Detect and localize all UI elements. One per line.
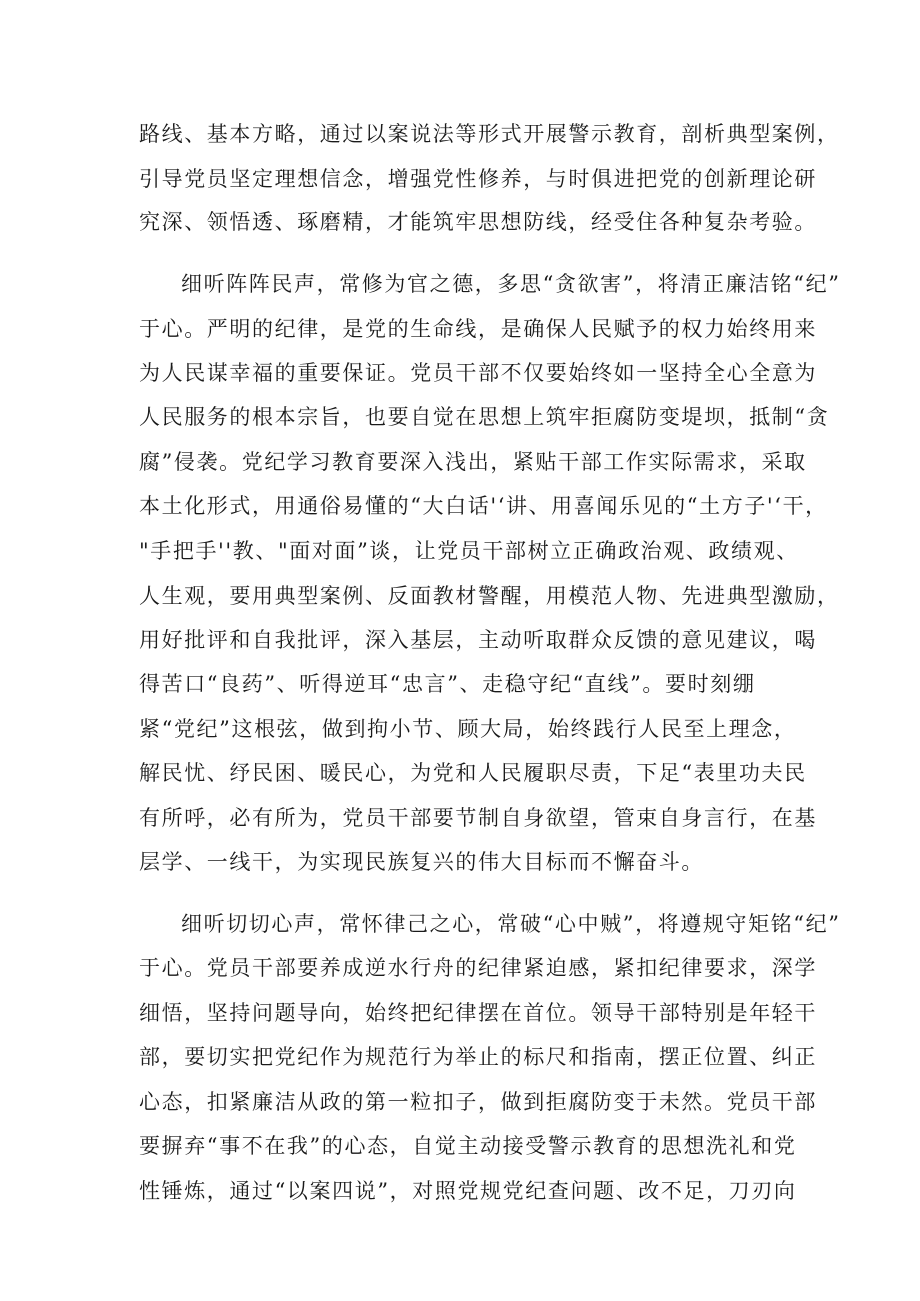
text-line: 引导党员坚定理想信念，增强党性修养，与时俱进把党的创新理论研 [139,167,817,191]
text-line: 人生观，要用典型案例、反面教材警醒，用模范人物、先进典型激励， [139,584,840,608]
text-line: 人民服务的根本宗旨，也要自觉在思想上筑牢拒腐防变堤坝，抵制“贪 [139,405,830,429]
text-line: 细悟，坚持问题导向，始终把纪律摆在首位。领导干部特别是年轻干 [139,1001,817,1025]
text-line: 本土化形式，用通俗易懂的“大白话'‘讲、用喜闻乐见的“土方子'‘干， [139,494,828,518]
text-line: 解民忧、纾民困、暖民心，为党和人民履职尽责，下足“表里功夫民 [139,761,807,785]
text-line: 细听切切心声，常怀律己之心，常破“心中贼”，将遵规守矩铭“纪” [181,912,841,936]
text-line: 路线、基本方略，通过以案说法等形式开展警示教育，剖析典型案例， [139,122,840,146]
text-line: 性锤炼，通过“以案四说”，对照党规党纪查问题、改不足，刀刃向 [139,1179,797,1203]
text-line: 于心。严明的纪律，是党的生命线，是确保人民赋予的权力始终用来 [139,317,817,341]
text-line: 于心。党员干部要养成逆水行舟的纪律紧迫感，紧扣纪律要求，深学 [139,956,817,980]
text-line: 细听阵阵民声，常修为官之德，多思“贪欲害”，将清正廉洁铭“纪” [181,272,841,296]
text-line: 心态，扣紧廉洁从政的第一粒扣子，做到拒腐防变于未然。党员干部 [139,1090,817,1114]
text-line: 为人民谋幸福的重要保证。党员干部不仅要始终如一坚持全心全意为 [139,361,817,385]
text-line: 究深、领悟透、琢磨精，才能筑牢思想防线，经受住各种复杂考验。 [139,210,817,234]
text-line: 层学、一线干，为实现民族复兴的伟大目标而不懈奋斗。 [139,850,704,874]
text-line: 要摒弃“事不在我”的心态，自觉主动接受警示教育的思想洗礼和党 [139,1134,797,1158]
text-line: "手把手''教、"面对面”谈，让党员干部树立正确政治观、政绩观、 [139,539,799,563]
text-line: 部，要切实把党纪作为规范行为举止的标尺和指南，摆正位置、纠正 [139,1045,817,1069]
text-line: 有所呼，必有所为，党员干部要节制自身欲望，管束自身言行，在基 [139,806,817,830]
text-line: 腐”侵袭。党纪学习教育要深入浅出，紧贴干部工作实际需求，采取 [139,450,807,474]
text-line: 用好批评和自我批评，深入基层，主动听取群众反馈的意见建议，喝 [139,628,817,652]
text-line: 紧“党纪”这根弦，做到拘小节、顾大局，始终践行人民至上理念， [139,717,797,741]
text-line: 得苦口“良药”、听得逆耳“忠言”、走稳守纪“直线”。要时刻绷 [139,672,756,696]
